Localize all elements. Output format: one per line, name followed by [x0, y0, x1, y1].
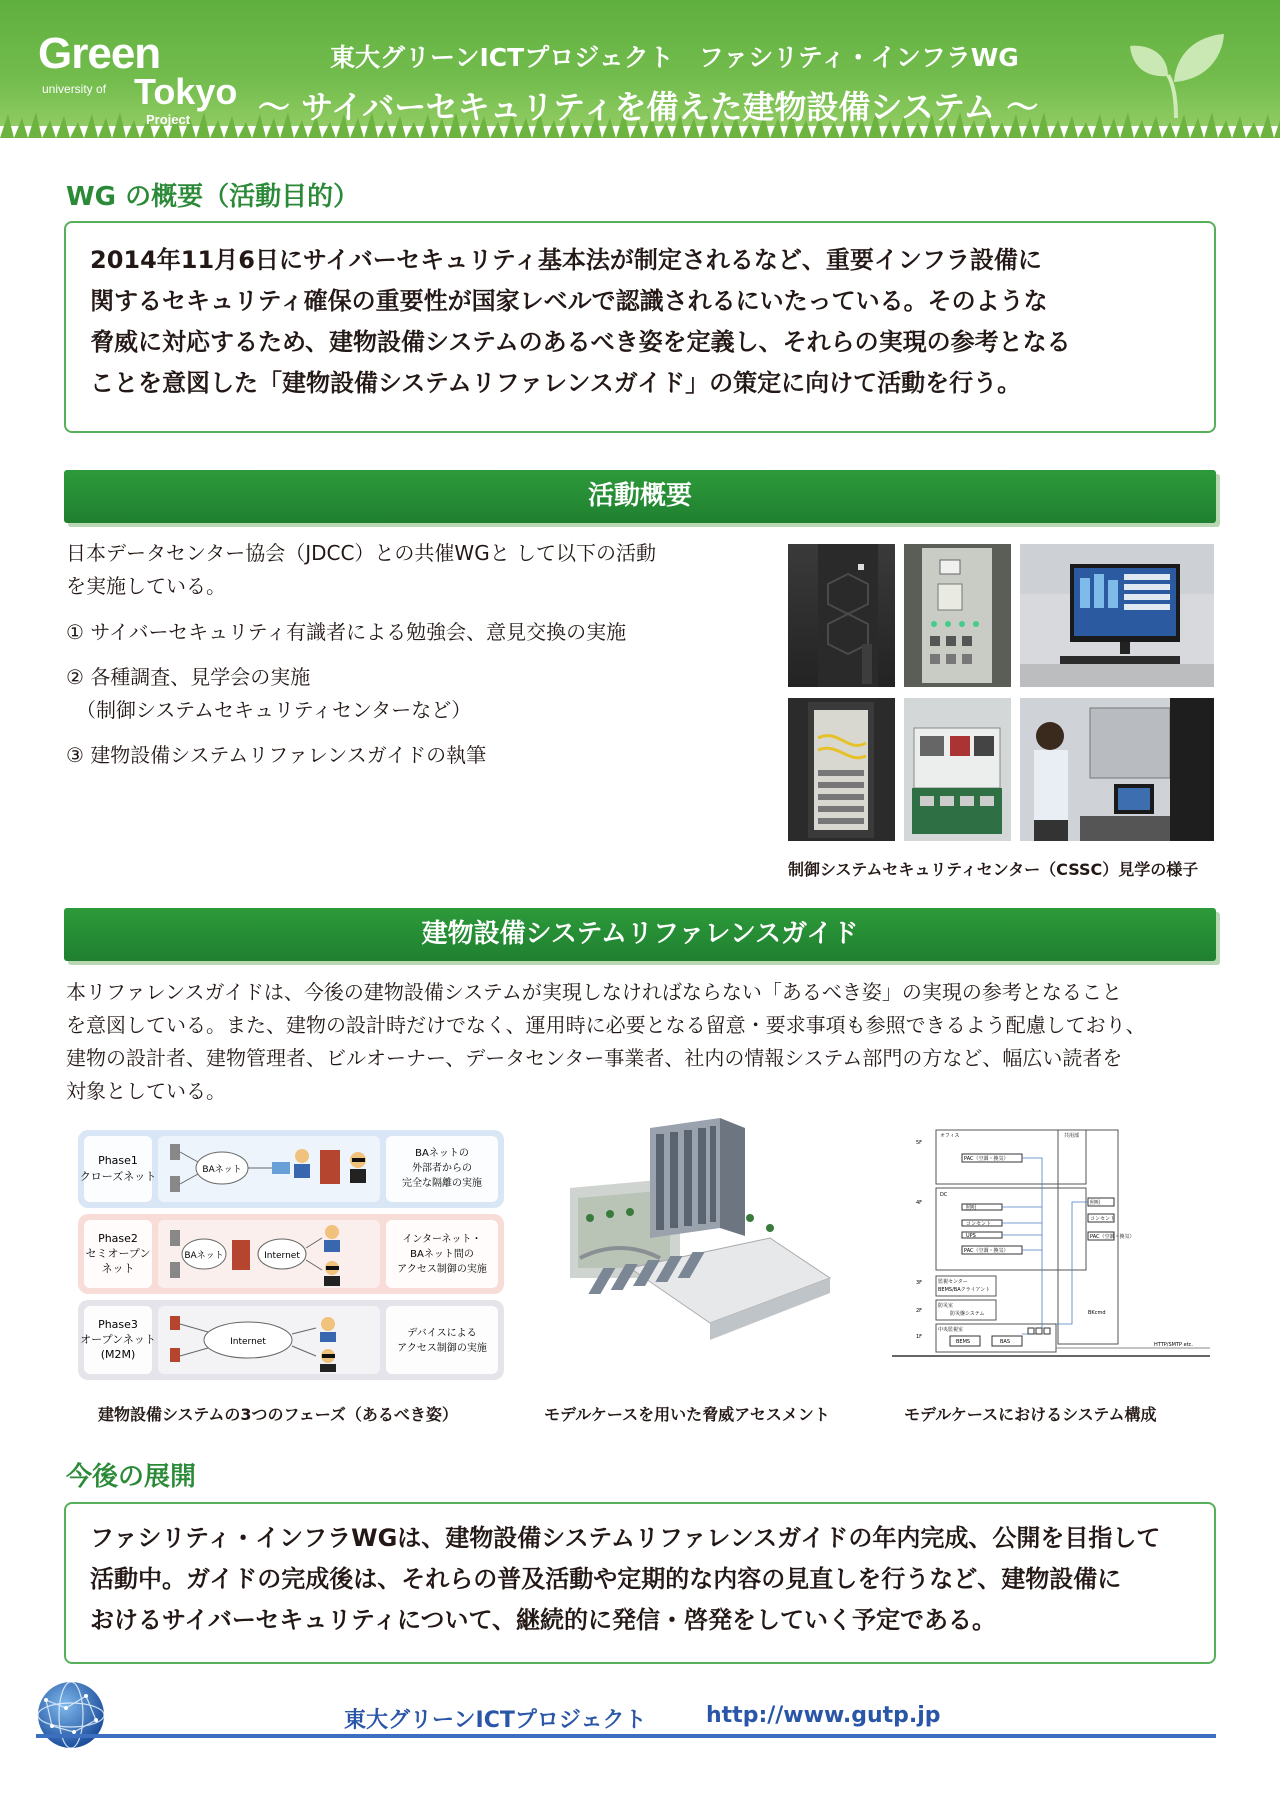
phase1-desc-line3: 完全な隔離の実施 [402, 1178, 482, 1189]
guide-line: 建物の設計者、建物管理者、ビルオーナー、データセンター事業者、社内の情報システム部門の方など、幅広い読者を [66, 1046, 1123, 1070]
phase-diagram-caption: 建物設備システムの3つのフェーズ（あるべき姿） [98, 1405, 458, 1424]
cfg-common: 共用部 [1064, 1133, 1080, 1139]
activities-band: 活動概要 [64, 470, 1216, 523]
cfg-floor2: 2F [916, 1308, 923, 1314]
cfg-defense-sys: 防災盤システム [950, 1311, 985, 1317]
future-line: おけるサイバーセキュリティについて、継続的に発信・啓発をしていく予定である。 [90, 1606, 996, 1634]
cfg-bems: BEMS [956, 1339, 971, 1345]
cfg-common-lighting: 照明 [1090, 1200, 1101, 1206]
guide-band: 建物設備システムリファレンスガイド [64, 908, 1216, 961]
cfg-central: 中央監視室 [938, 1327, 964, 1333]
footer-rule [36, 1734, 1216, 1738]
photo-control-panel [904, 544, 1011, 687]
cfg-pac1: PAC（空調・換気） [964, 1156, 1009, 1162]
phase1-name-line2: クローズネット [79, 1170, 157, 1183]
overview-line: 関するセキュリティ確保の重要性が国家レベルで認識されるにいたっている。そのような [90, 287, 1048, 315]
activities-intro [66, 537, 656, 603]
green-tokyo-logo [38, 29, 238, 127]
phase3-name-line3: (M2M) [100, 1348, 136, 1361]
cfg-http: HTTP/SMTP etc. [1154, 1342, 1194, 1348]
phase2-name-line2: セミオープン [85, 1247, 151, 1260]
cfg-bems-client: BEMS/BAクライアント [938, 1287, 991, 1293]
photo-monitoring-screen [1020, 544, 1214, 687]
globe-icon [36, 1680, 106, 1750]
cfg-ups: UPS [966, 1233, 976, 1239]
overview-line: 2014年11月6日にサイバーセキュリティ基本法が制定されるなど、重要インフラ設備に [90, 246, 1042, 274]
cfg-floor1: 1F [916, 1334, 923, 1340]
phase1-name-line1: Phase1 [98, 1154, 138, 1167]
activities-list-item: （制御システムセキュリティセンターなど） [66, 698, 472, 722]
phase2-desc-line3: アクセス制御の実施 [397, 1264, 487, 1275]
phase2-ba-net-label: BAネット [184, 1251, 224, 1261]
footer-project-name: 東大グリーンICTプロジェクト [344, 1708, 647, 1733]
cfg-dc: DC [940, 1192, 948, 1198]
cfg-bkcmd: BKcmd [1088, 1310, 1106, 1316]
photo-network-cabinet [788, 698, 895, 841]
future-line: 活動中。ガイドの完成後は、それらの普及活動や定期的な内容の見直しを行うなど、建物設備に [90, 1565, 1122, 1593]
phase2-internet-label: Internet [264, 1251, 300, 1261]
phase2-name-line3: ネット [101, 1262, 135, 1275]
phase1-ba-net-label: BAネット [202, 1165, 242, 1175]
activities-list-item: ① サイバーセキュリティ有識者による勉強会、意見交換の実施 [66, 620, 627, 644]
photo-server-rack-door [788, 544, 895, 687]
future-line: ファシリティ・インフラWGは、建物設備システムリファレンスガイドの年内完成、公開を目指して [90, 1524, 1161, 1552]
future-heading: 今後の展開 [66, 1462, 197, 1492]
photo-caption: 制御システムセキュリティセンター（CSSC）見学の様子 [788, 860, 1199, 879]
phase2-desc-line1: インターネット・ [402, 1234, 482, 1245]
phase2-name-line1: Phase2 [98, 1232, 138, 1245]
guide-line: 本リファレンスガイドは、今後の建物設備システムが実現しなければならない「あるべき姿」の実現の参考となること [66, 980, 1122, 1004]
overview-line: 脅威に対応するため、建物設備システムのあるべき姿を定義し、それらの実現の参考となる [90, 328, 1071, 356]
cfg-office: オフィス [940, 1133, 960, 1139]
activities-list-item: ② 各種調査、見学会の実施 [66, 665, 311, 689]
page-header [0, 0, 1280, 150]
activities-list [66, 616, 626, 772]
logo-tokyo: Tokyo [134, 71, 238, 112]
photo-plc-training-rig [904, 698, 1011, 841]
phase3-desc-line1: デバイスによる [407, 1328, 477, 1339]
cfg-monitor: 監視センター [938, 1279, 968, 1285]
guide-text [66, 976, 1226, 1108]
guide-line: を意図している。また、建物の設計時だけでなく、運用時に必要となる留意・要求事項も参照できるよう配慮しており、 [66, 1013, 1146, 1037]
phase1-desc-line1: BAネットの [415, 1148, 469, 1159]
system-config-diagram [892, 1124, 1210, 1364]
overview-heading: WG の概要（活動目的） [66, 182, 360, 212]
cfg-pac3: PAC（空調・換気） [1090, 1234, 1135, 1240]
cfg-floor3: 3F [916, 1280, 923, 1286]
phase-diagram [76, 1128, 506, 1383]
activities-intro-line: 日本データセンター協会（JDCC）との共催WGと して以下の活動 [66, 541, 657, 565]
header-title-line1: 東大グリーンICTプロジェクト ファシリティ・インフラWG [330, 43, 1019, 72]
logo-project: Project [146, 112, 191, 127]
cfg-lighting: 照明 [966, 1205, 977, 1211]
overview-box [64, 221, 1216, 433]
cfg-outlet: コンセント [966, 1221, 992, 1227]
activities-intro-line: を実施している。 [66, 574, 226, 598]
cfg-defense: 防災室 [938, 1303, 954, 1309]
activities-list-item: ③ 建物設備システムリファレンスガイドの執筆 [66, 743, 487, 767]
cfg-floor5: 5F [916, 1140, 923, 1146]
phase1-desc-line2: 外部者からの [412, 1163, 472, 1174]
system-config-caption: モデルケースにおけるシステム構成 [904, 1405, 1157, 1424]
footer-url-link[interactable]: http://www.gutp.jp [706, 1703, 941, 1728]
cfg-pac2: PAC（空調・換気） [964, 1248, 1009, 1254]
sprout-icon [1128, 30, 1228, 120]
future-box [64, 1502, 1216, 1664]
guide-line: 対象としている。 [66, 1079, 226, 1103]
building-model-caption: モデルケースを用いた脅威アセスメント [544, 1405, 830, 1424]
cfg-floor4: 4F [916, 1200, 923, 1206]
header-title-line2: ～ サイバーセキュリティを備えた建物設備システム ～ [258, 88, 1039, 126]
overview-line: ことを意図した「建物設備システムリファレンスガイド」の策定に向けて活動を行う。 [90, 369, 1022, 397]
phase3-name-line1: Phase3 [98, 1318, 138, 1331]
cfg-common-outlet: コンセント [1090, 1216, 1116, 1222]
phase3-desc-line2: アクセス制御の実施 [397, 1343, 487, 1354]
logo-green: Green [38, 29, 161, 78]
phase3-internet-label: Internet [230, 1337, 266, 1347]
logo-university-of: university of [42, 82, 107, 96]
photo-visitor-at-equipment [1020, 698, 1214, 841]
building-3d-model [570, 1118, 840, 1368]
cfg-bas: BAS [1000, 1339, 1011, 1345]
phase2-desc-line2: BAネット間の [410, 1249, 474, 1260]
phase3-name-line2: オープンネット [80, 1333, 156, 1346]
